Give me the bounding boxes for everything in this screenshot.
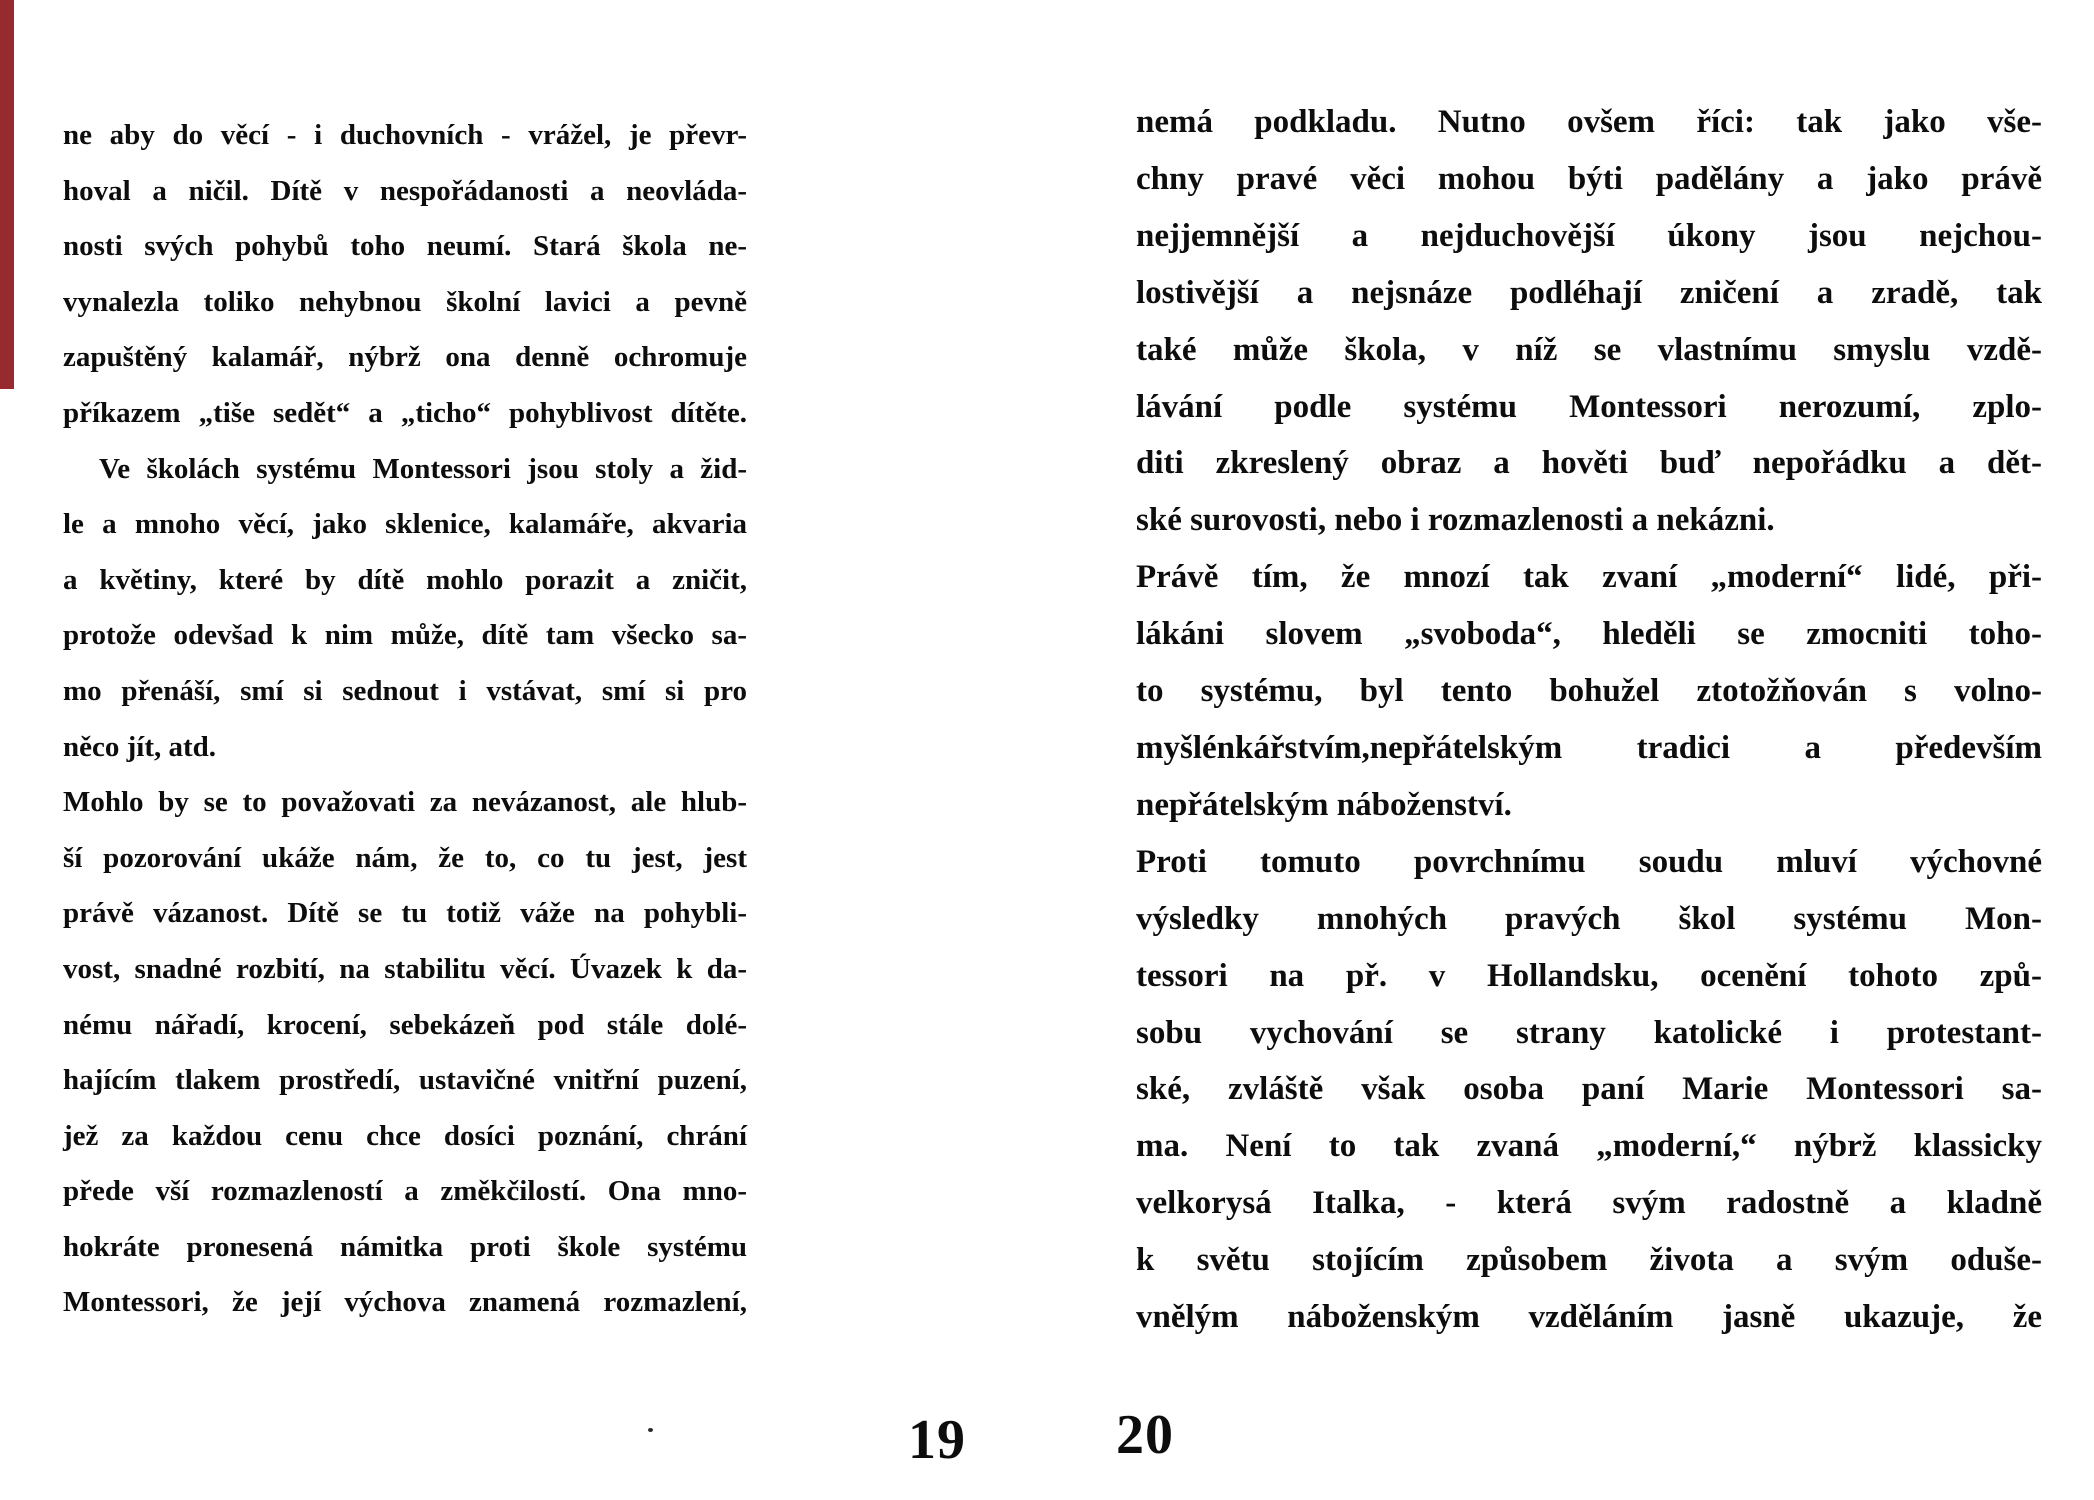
text-line: diti zkreslený obraz a hověti buď nepořádku a dět- [1136,445,2042,482]
text-line: tessori na př. v Hollandsku, ocenění tohoto způ- [1136,957,2042,994]
text-line: chny pravé věci mohou býti padělány a jako právě [1136,160,2042,197]
text-line: protože odevšad k nim může, dítě tam všecko sa- [63,619,747,652]
text-line: sobu vychování se strany katolické i protestant- [1136,1014,2042,1051]
text-line: lákáni slovem „svoboda“, hleděli se zmocniti toho- [1136,616,2042,653]
text-line: hajícím tlakem prostředí, ustavičné vnitřní puzení, [63,1064,747,1097]
page-number-left: 19 [908,1409,966,1471]
text-line: hokráte pronesená námitka proti škole systému [63,1230,747,1263]
text-line: a květiny, které by dítě mohlo porazit a zničit, [63,563,747,596]
text-line: myšlénkářstvím,nepřátelským tradici a především [1136,729,2042,766]
text-line: vost, snadné rozbití, na stabilitu věcí. Úvazek k da- [63,952,747,985]
text-line: vynalezla toliko nehybnou školní lavici a pevně [63,285,747,318]
text-line: nepřátelským náboženství. [1136,786,1512,823]
text-line: k světu stojícím způsobem života a svým oduše- [1136,1242,2042,1279]
text-line: Montessori, že její výchova znamená rozmazlení, [63,1286,747,1319]
text-line: Právě tím, že mnozí tak zvaní „moderní“ lidé, při- [1136,559,2042,596]
text-line: le a mnoho věcí, jako sklenice, kalamáře, akvaria [63,508,747,541]
text-line: přede vší rozmazleností a změkčilostí. Ona mno- [63,1175,747,1208]
text-line: také může škola, v níž se vlastnímu smyslu vzdě- [1136,331,2042,368]
text-line: nému nářadí, krocení, sebekázeň pod stále dolé- [63,1008,747,1041]
text-line: vnělým náboženským vzděláním jasně ukazuje, že [1136,1299,2042,1336]
text-line: lostivější a nejsnáze podléhají zničení a zradě, tak [1136,274,2042,311]
ink-speck [648,1428,653,1432]
text-line: ma. Není to tak zvaná „moderní,“ nýbrž klassicky [1136,1128,2042,1165]
left-page [63,108,747,1331]
text-line: ské, zvláště však osoba paní Marie Montessori sa- [1136,1071,2042,1108]
text-line: Proti tomuto povrchnímu soudu mluví výchovné [1136,843,2042,880]
right-page [1136,94,2042,1346]
text-line: to systému, byl tento bohužel ztotožňován s volno- [1136,673,2042,710]
text-line: právě vázanost. Dítě se tu totiž váže na pohybli- [63,897,747,930]
text-line: ší pozorování ukáže nám, že to, co tu jest, jest [63,841,747,874]
text-line: Mohlo by se to považovati za nevázanost, ale hlub- [63,786,747,819]
text-line: lávání podle systému Montessori nerozumí, zplo- [1136,388,2042,425]
page-number-right: 20 [1116,1404,1174,1466]
book-cover-edge-mark [0,0,14,389]
text-line: nosti svých pohybů toho neumí. Stará škola ne- [63,230,747,263]
text-line: nejjemnější a nejduchovější úkony jsou nejchou- [1136,217,2042,254]
text-line: příkazem „tiše sedět“ a „ticho“ pohyblivost dítěte. [63,396,747,429]
text-line: velkorysá Italka, - která svým radostně a kladně [1136,1185,2042,1222]
text-line: ské surovosti, nebo i rozmazlenosti a nekázni. [1136,502,1775,539]
text-line: něco jít, atd. [63,730,217,763]
text-line: výsledky mnohých pravých škol systému Mon- [1136,900,2042,937]
text-line: zapuštěný kalamář, nýbrž ona denně ochromuje [63,341,747,374]
text-line: hoval a ničil. Dítě v nespořádanosti a neovláda- [63,174,747,207]
text-line: mo přenáší, smí si sednout i vstávat, smí si pro [63,674,747,707]
text-line: ne aby do věcí - i duchovních - vrážel, je převr- [63,119,747,151]
text-line: jež za každou cenu chce dosíci poznání, chrání [63,1119,747,1152]
text-line: Ve školách systému Montessori jsou stoly a žid- [99,452,747,485]
text-line: nemá podkladu. Nutno ovšem říci: tak jako vše- [1136,104,2042,140]
